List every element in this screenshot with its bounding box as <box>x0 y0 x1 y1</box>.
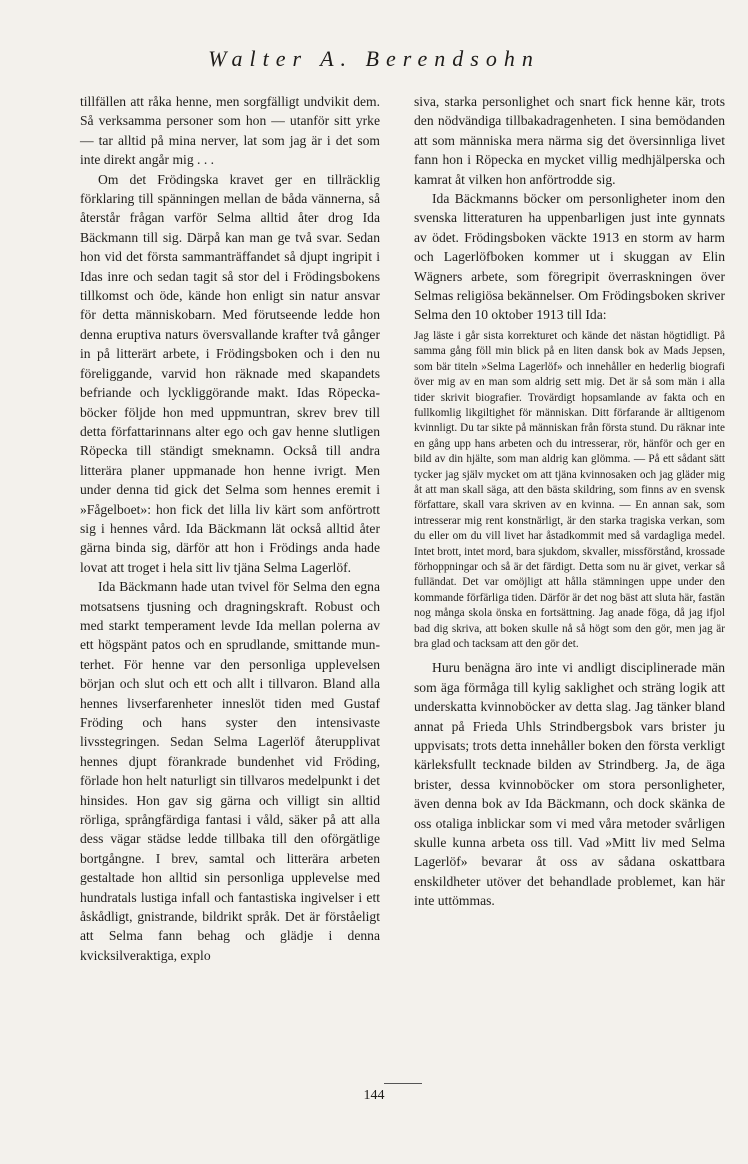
block-quote <box>414 329 725 653</box>
quote-text: Jag läste i går sista korrekturet och kände det nästan högtidligt. På samma gång föll min blick på en liten dansk bok av Mads Jepsen, som bär titeln »Selma Lagerlöf» och innehåller en hederlig biografi över mig av en man som aldrig sett mig. Det är så som män i alla tider skrivit biografier. Trovärdigt hopsamlande av fakta och en fullkomlig likgiltighet för människan. Ditt förfarande är alltigenom kvinnligt. Du tar sikte på människan från första stund. Du räknar inte en gång upp hans arbeten och du intresserar, rör, hänför och ger en bild av din hjälte, som man aldrig kan glömma. — På ett sådant sätt tycker jag själv mycket om att tjäna kvinnosaken och jag gläder mig åt att man skall säga, att den bästa skildring, som finns av en svensk författare, skall vara skriven av en kvinna. — En annan sak, som intresserar mig rent konstnärligt, är den starka tragiska verkan, som du eller om du vill livet har åstadkommit med så vardagliga medel. Intet brott, intet mord, bara sjukdom, skvaller, missförstånd, krossade förhoppningar och så är det färdigt. Detta som nu är givet, verkar så fulländat. Det var omöjligt att hålla stämningen uppe under den kommande förfärliga tiden. Därför är det nog bäst att sluta här, fastän nog många skola önska en fortsättning. Jag anade föga, då jag ifjol bad dig skriva, att boken skulle nå så högt som den gör, men jag är bra glad och tacksam att den gör det. <box>414 329 725 650</box>
footer-rule <box>384 1083 422 1084</box>
running-header: Walter A. Berendsohn <box>208 46 540 71</box>
page-number: 144 <box>363 1088 385 1103</box>
paragraph: siva, starka personlighet och snart fick henne kär, trots den nödvändiga tillbakadragenheten. I sina bemödanden att som människa mera närma sig det översinnliga livet fann hon i Röpecka en mycket villig medhjälperska och kamrat åt vilken hon anförtrodde sig. <box>414 94 725 187</box>
paragraph: tillfällen att råka henne, men sorgfälligt undvikit dem. Så verksamma personer som hon — utanför sitt yrke — tar alltid på mina nerver, lat som jag är i det som inte direkt angår mig . . . <box>80 94 380 168</box>
left-column <box>80 92 380 965</box>
paragraph: Om det Frödingska kravet ger en tillräcklig förklaring till spänningen mellan de båda vännerna, så återstår frågan varför Selma alltid åter drog Ida Bäckmann till sig. Därpå kan man ge två svar. Sedan hon vid det första sammanträffandet så djupt ingripit i Idas inre och sedan tagit så stor del i Frödingsbokens tillkomst och öde, kände hon enligt sin natur ansvar för detta människobarn. Med förutseende ledde hon denna eruptiva naturs översvallande krafter två gånger in på litterärt arbete, i Frödingsboken och i den nu föreliggande, varvid hon räknade med skapandets befriande och lyckliggörande makt. Idas Röpecka-böcker följde hon med uppmuntran, skrev brev till detta författarinnans alter ego och gav henne slutligen Röpecka till ständigt smeknamn. Också till andra litterära planer uppmanade hon henne ivrigt. Men under denna tid gick det Selma som hennes eremit i »Fågelboet»: hon fick det lilla liv kärt som anförtrott sig i hennes vård. Ida Bäckmann lät också alltid åter gärna binda sig, därför att hon i Frödings anda hade lovat att troget i hela sitt liv tjäna Selma Lagerlöf. <box>80 171 380 575</box>
paragraph: Huru benägna äro inte vi andligt disciplinerade män som äga förmåga till kylig saklighet och sträng logik att underskatta kvinnoböcker av detta slag. Jag tänker bland annat på Frieda Uhls Strindbergsbok vars brister ju uppvisats; trots detta innehåller boken den första verkligt kärleksfullt tecknade bilden av Strindberg. Ja, de äga brister, dessa kvinnoböcker om stora personligheter, även denna bok av Ida Bäckmann, och dock skänka de oss otaliga inblickar som vi med våra metoder svårligen skulle kunna arbeta oss till. Vad »Mitt liv med Selma Lagerlöf» bevarar åt oss av sådana oskattbara enskildheter utöver det behandlade problemet, kan här inte uttömmas. <box>414 660 725 909</box>
paragraph: Ida Bäckmanns böcker om personligheter inom den svenska litteraturen ha uppenbarligen just inte gynnats av ödet. Frödingsboken väckte 1913 en storm av harm och Lagerlöfboken kommer ut i skuggan av Elin Wägners arbete, som föregripit överraskningen över Selmas religiösa bekännelser. Om Frödingsboken skriver Selma den 10 oktober 1913 till Ida: <box>414 191 725 323</box>
right-column <box>414 92 725 911</box>
paragraph: Ida Bäckmann hade utan tvivel för Selma den egna motsatsens tjusning och dragningskraft. Robust och med starkt temperament levde Ida mellan polerna av ett högspänt patos och en sprudlande, smittande munterhet. För henne var den personliga upplevelsen början och slut och ett och allt i tillvaron. Bland alla hennes livserfarenheter inneslöt tiden med Gustaf Fröding och hans syster den intensivaste livsstegringen. Sedan Selma Lagerlöf återupplivat hennes djupt förankrade bundenhet vid Fröding, förlade hon helt naturligt sin tillvaros medelpunkt i det hinsides. Hon gav sig gärna och villigt sin alltid rörliga, språngfärdiga fantasi i våld, säker på att alla dess vägar städse ledde tillbaka till den oförgätlige bortgångne. I brev, samtal och litterära arbeten gestaltade hon alltid sin personliga upplevelse med hundratals lustiga infall och fantastiska ingivelser i ett åskådligt, gnistrande, bildrikt språk. Det är förståeligt att Selma fann behag och glädje i denna kvicksilveraktiga, explo <box>80 579 380 963</box>
